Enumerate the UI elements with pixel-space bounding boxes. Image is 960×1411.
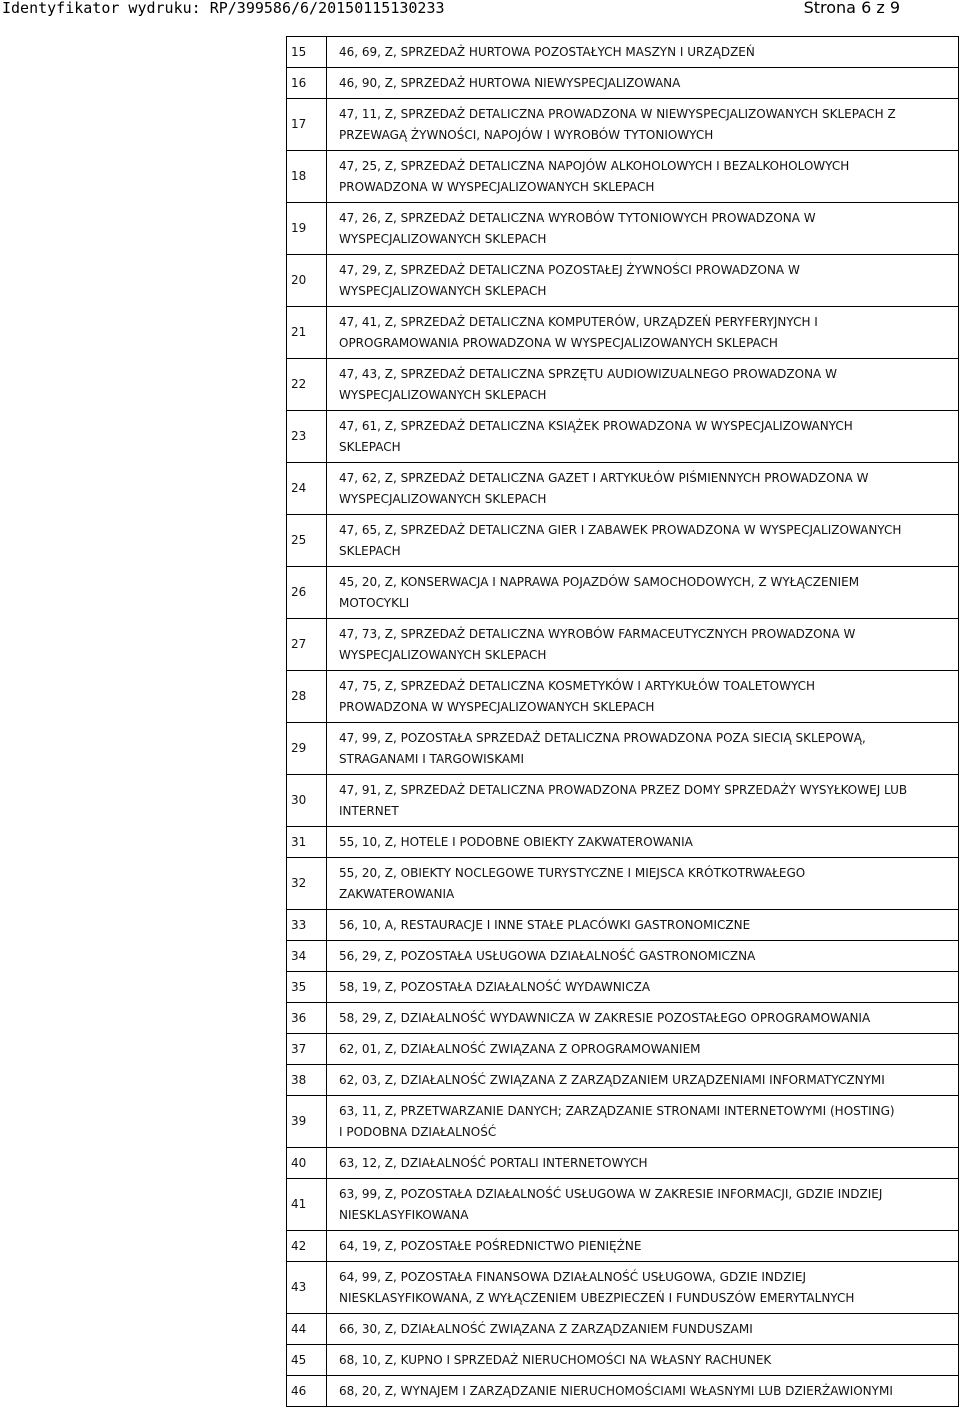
description-line: SKLEPACH	[339, 543, 401, 558]
description-line: 45, 20, Z, KONSERWACJA I NAPRAWA POJAZDÓW SAMOCHODOWYCH, Z WYŁĄCZENIEM	[339, 574, 860, 589]
description-line: 64, 99, Z, POZOSTAŁA FINANSOWA DZIAŁALNOŚĆ USŁUGOWA, GDZIE INDZIEJ	[339, 1269, 807, 1284]
description-line: 55, 20, Z, OBIEKTY NOCLEGOWE TURYSTYCZNE I MIEJSCA KRÓTKOTRWAŁEGO	[339, 865, 806, 880]
table-row	[287, 972, 959, 1003]
row-number: 20	[287, 255, 327, 307]
description-line: 66, 30, Z, DZIAŁALNOŚĆ ZWIĄZANA Z ZARZĄDZANIEM FUNDUSZAMI	[339, 1321, 753, 1336]
row-number: 32	[287, 858, 327, 910]
table-row	[287, 203, 959, 255]
table-row	[287, 723, 959, 775]
description-line: 47, 25, Z, SPRZEDAŻ DETALICZNA NAPOJÓW ALKOHOLOWYCH I BEZALKOHOLOWYCH	[339, 158, 850, 173]
description-line: 56, 29, Z, POZOSTAŁA USŁUGOWA DZIAŁALNOŚĆ GASTRONOMICZNA	[339, 948, 756, 963]
activity-description	[327, 567, 959, 619]
activity-description	[327, 463, 959, 515]
table-row	[287, 619, 959, 671]
activity-description	[327, 619, 959, 671]
activity-description	[327, 307, 959, 359]
table-row	[287, 463, 959, 515]
table-row	[287, 910, 959, 941]
page-number: Strona 6 z 9	[803, 0, 900, 17]
row-number: 31	[287, 827, 327, 858]
description-line: 47, 11, Z, SPRZEDAŻ DETALICZNA PROWADZONA W NIEWYSPECJALIZOWANYCH SKLEPACH Z	[339, 106, 896, 121]
description-line: 47, 61, Z, SPRZEDAŻ DETALICZNA KSIĄŻEK PROWADZONA W WYSPECJALIZOWANYCH	[339, 418, 853, 433]
activity-description	[327, 858, 959, 910]
description-line: 47, 99, Z, POZOSTAŁA SPRZEDAŻ DETALICZNA PROWADZONA POZA SIECIĄ SKLEPOWĄ,	[339, 730, 866, 745]
activity-description	[327, 203, 959, 255]
activity-description	[327, 723, 959, 775]
row-number: 21	[287, 307, 327, 359]
description-line: 62, 03, Z, DZIAŁALNOŚĆ ZWIĄZANA Z ZARZĄDZANIEM URZĄDZENIAMI INFORMATYCZNYMI	[339, 1072, 885, 1087]
activity-description	[327, 827, 959, 858]
table-row	[287, 1034, 959, 1065]
description-line: ZAKWATEROWANIA	[339, 886, 455, 901]
table-row	[287, 1096, 959, 1148]
row-number: 33	[287, 910, 327, 941]
table-row	[287, 671, 959, 723]
description-line: PROWADZONA W WYSPECJALIZOWANYCH SKLEPACH	[339, 699, 655, 714]
description-line: 46, 69, Z, SPRZEDAŻ HURTOWA POZOSTAŁYCH MASZYN I URZĄDZEŃ	[339, 44, 755, 59]
activity-description	[327, 1179, 959, 1231]
description-line: WYSPECJALIZOWANYCH SKLEPACH	[339, 647, 547, 662]
row-number: 22	[287, 359, 327, 411]
row-number: 29	[287, 723, 327, 775]
row-number: 26	[287, 567, 327, 619]
description-line: 63, 12, Z, DZIAŁALNOŚĆ PORTALI INTERNETOWYCH	[339, 1155, 648, 1170]
description-line: 47, 43, Z, SPRZEDAŻ DETALICZNA SPRZĘTU AUDIOWIZUALNEGO PROWADZONA W	[339, 366, 837, 381]
activity-description	[327, 1096, 959, 1148]
description-line: 47, 62, Z, SPRZEDAŻ DETALICZNA GAZET I ARTYKUŁÓW PIŚMIENNYCH PROWADZONA W	[339, 470, 869, 485]
table-row	[287, 411, 959, 463]
row-number: 18	[287, 151, 327, 203]
description-line: SKLEPACH	[339, 439, 401, 454]
row-number: 19	[287, 203, 327, 255]
description-line: 56, 10, A, RESTAURACJE I INNE STAŁE PLACÓWKI GASTRONOMICZNE	[339, 917, 751, 932]
row-number: 16	[287, 68, 327, 99]
activity-description	[327, 1148, 959, 1179]
row-number: 44	[287, 1314, 327, 1345]
description-line: 68, 10, Z, KUPNO I SPRZEDAŻ NIERUCHOMOŚCI NA WŁASNY RACHUNEK	[339, 1352, 772, 1367]
activity-description	[327, 910, 959, 941]
table-row	[287, 858, 959, 910]
description-line: WYSPECJALIZOWANYCH SKLEPACH	[339, 231, 547, 246]
row-number: 38	[287, 1065, 327, 1096]
description-line: OPROGRAMOWANIA PROWADZONA W WYSPECJALIZOWANYCH SKLEPACH	[339, 335, 778, 350]
description-line: NIESKLASYFIKOWANA, Z WYŁĄCZENIEM UBEZPIECZEŃ I FUNDUSZÓW EMERYTALNYCH	[339, 1290, 855, 1305]
description-line: INTERNET	[339, 803, 399, 818]
row-number: 41	[287, 1179, 327, 1231]
row-number: 15	[287, 37, 327, 68]
table-row	[287, 1376, 959, 1407]
activity-description	[327, 1262, 959, 1314]
description-line: STRAGANAMI I TARGOWISKAMI	[339, 751, 525, 766]
activity-description	[327, 151, 959, 203]
table-row	[287, 37, 959, 68]
table-row	[287, 567, 959, 619]
description-line: 46, 90, Z, SPRZEDAŻ HURTOWA NIEWYSPECJALIZOWANA	[339, 75, 681, 90]
description-line: 47, 75, Z, SPRZEDAŻ DETALICZNA KOSMETYKÓW I ARTYKUŁÓW TOALETOWYCH	[339, 678, 816, 693]
description-line: 63, 11, Z, PRZETWARZANIE DANYCH; ZARZĄDZANIE STRONAMI INTERNETOWYMI (HOSTING)	[339, 1103, 895, 1118]
print-identifier: Identyfikator wydruku: RP/399586/6/20150115130233	[2, 0, 445, 17]
activity-description	[327, 1231, 959, 1262]
description-line: 47, 73, Z, SPRZEDAŻ DETALICZNA WYROBÓW FARMACEUTYCZNYCH PROWADZONA W	[339, 626, 856, 641]
description-line: I PODOBNA DZIAŁALNOŚĆ	[339, 1124, 497, 1139]
activity-description	[327, 1003, 959, 1034]
table-row	[287, 1179, 959, 1231]
row-number: 25	[287, 515, 327, 567]
table-row	[287, 515, 959, 567]
table-row	[287, 941, 959, 972]
description-line: WYSPECJALIZOWANYCH SKLEPACH	[339, 283, 547, 298]
description-line: 68, 20, Z, WYNAJEM I ZARZĄDZANIE NIERUCHOMOŚCIAMI WŁASNYMI LUB DZIERŻAWIONYMI	[339, 1383, 893, 1398]
table-row	[287, 151, 959, 203]
row-number: 43	[287, 1262, 327, 1314]
activity-description	[327, 1345, 959, 1376]
table-row	[287, 307, 959, 359]
activity-description	[327, 775, 959, 827]
activity-description	[327, 411, 959, 463]
activity-description	[327, 1065, 959, 1096]
description-line: 63, 99, Z, POZOSTAŁA DZIAŁALNOŚĆ USŁUGOWA W ZAKRESIE INFORMACJI, GDZIE INDZIEJ	[339, 1186, 883, 1201]
row-number: 39	[287, 1096, 327, 1148]
description-line: PROWADZONA W WYSPECJALIZOWANYCH SKLEPACH	[339, 179, 655, 194]
activity-description	[327, 1314, 959, 1345]
row-number: 28	[287, 671, 327, 723]
description-line: 62, 01, Z, DZIAŁALNOŚĆ ZWIĄZANA Z OPROGRAMOWANIEM	[339, 1041, 701, 1056]
table-row	[287, 1262, 959, 1314]
description-line: PRZEWAGĄ ŻYWNOŚCI, NAPOJÓW I WYROBÓW TYTONIOWYCH	[339, 127, 714, 142]
activity-description	[327, 941, 959, 972]
activity-table-body	[287, 37, 959, 1407]
table-row	[287, 1231, 959, 1262]
table-row	[287, 68, 959, 99]
description-line: NIESKLASYFIKOWANA	[339, 1207, 469, 1222]
description-line: 64, 19, Z, POZOSTAŁE POŚREDNICTWO PIENIĘŻNE	[339, 1238, 642, 1253]
row-number: 24	[287, 463, 327, 515]
table-row	[287, 1065, 959, 1096]
description-line: 47, 29, Z, SPRZEDAŻ DETALICZNA POZOSTAŁEJ ŻYWNOŚCI PROWADZONA W	[339, 262, 800, 277]
row-number: 46	[287, 1376, 327, 1407]
description-line: WYSPECJALIZOWANYCH SKLEPACH	[339, 387, 547, 402]
activity-description	[327, 671, 959, 723]
description-line: 47, 91, Z, SPRZEDAŻ DETALICZNA PROWADZONA PRZEZ DOMY SPRZEDAŻY WYSYŁKOWEJ LUB	[339, 782, 908, 797]
activity-description	[327, 359, 959, 411]
activity-table	[286, 36, 959, 1407]
table-row	[287, 359, 959, 411]
row-number: 17	[287, 99, 327, 151]
description-line: WYSPECJALIZOWANYCH SKLEPACH	[339, 491, 547, 506]
table-row	[287, 1003, 959, 1034]
row-number: 42	[287, 1231, 327, 1262]
activity-description	[327, 37, 959, 68]
activity-description	[327, 972, 959, 1003]
row-number: 34	[287, 941, 327, 972]
activity-description	[327, 515, 959, 567]
row-number: 37	[287, 1034, 327, 1065]
description-line: 47, 41, Z, SPRZEDAŻ DETALICZNA KOMPUTERÓW, URZĄDZEŃ PERYFERYJNYCH I	[339, 314, 818, 329]
table-row	[287, 255, 959, 307]
table-row	[287, 99, 959, 151]
description-line: 47, 65, Z, SPRZEDAŻ DETALICZNA GIER I ZABAWEK PROWADZONA W WYSPECJALIZOWANYCH	[339, 522, 902, 537]
row-number: 27	[287, 619, 327, 671]
activity-description	[327, 1034, 959, 1065]
row-number: 45	[287, 1345, 327, 1376]
table-row	[287, 1345, 959, 1376]
table-row	[287, 775, 959, 827]
activity-description	[327, 99, 959, 151]
table-row	[287, 1148, 959, 1179]
row-number: 23	[287, 411, 327, 463]
description-line: 47, 26, Z, SPRZEDAŻ DETALICZNA WYROBÓW TYTONIOWYCH PROWADZONA W	[339, 210, 816, 225]
description-line: 58, 29, Z, DZIAŁALNOŚĆ WYDAWNICZA W ZAKRESIE POZOSTAŁEGO OPROGRAMOWANIA	[339, 1010, 871, 1025]
table-row	[287, 1314, 959, 1345]
activity-description	[327, 255, 959, 307]
row-number: 36	[287, 1003, 327, 1034]
row-number: 30	[287, 775, 327, 827]
description-line: 55, 10, Z, HOTELE I PODOBNE OBIEKTY ZAKWATEROWANIA	[339, 834, 693, 849]
description-line: 58, 19, Z, POZOSTAŁA DZIAŁALNOŚĆ WYDAWNICZA	[339, 979, 651, 994]
row-number: 35	[287, 972, 327, 1003]
activity-description	[327, 68, 959, 99]
table-row	[287, 827, 959, 858]
description-line: MOTOCYKLI	[339, 595, 410, 610]
activity-description	[327, 1376, 959, 1407]
row-number: 40	[287, 1148, 327, 1179]
